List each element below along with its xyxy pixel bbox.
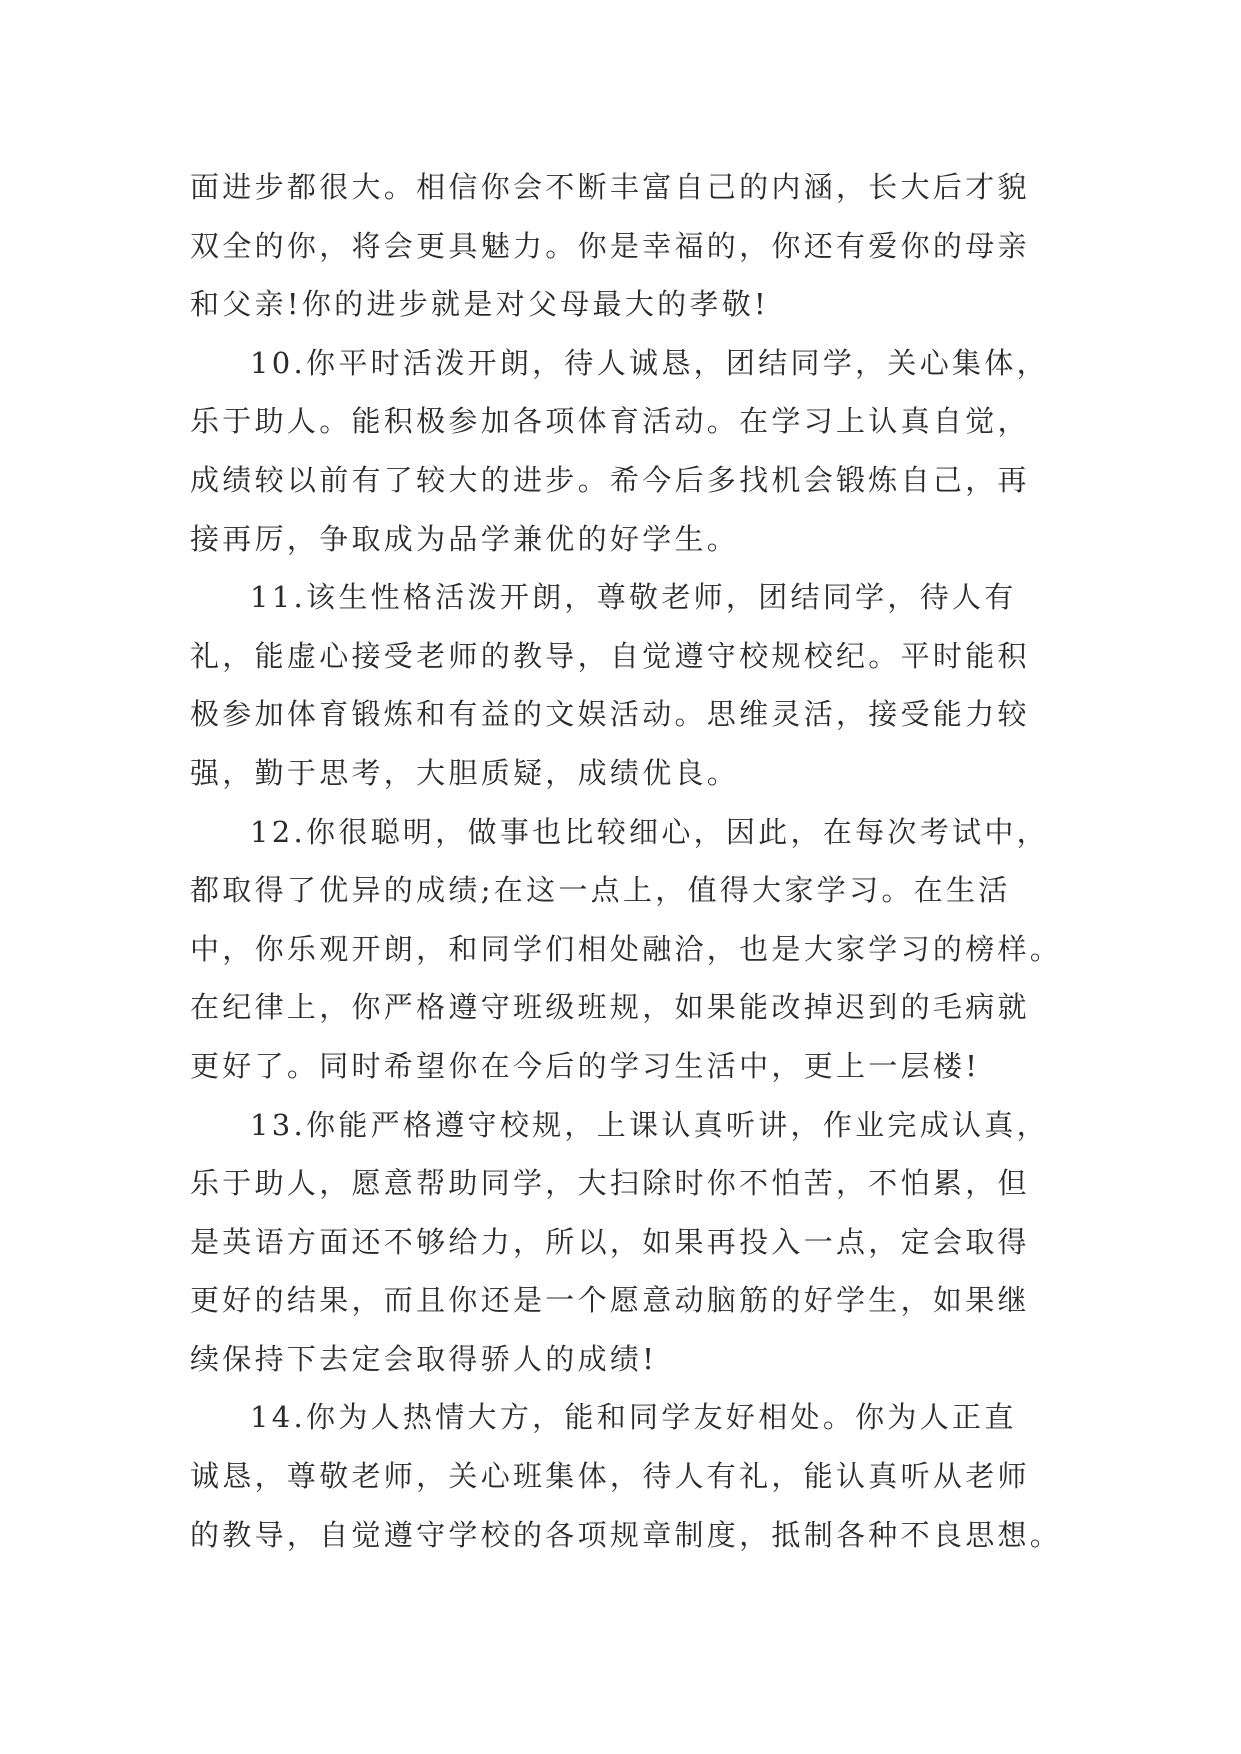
text-line: 成绩较以前有了较大的进步。希今后多找机会锻炼自己，再 — [190, 462, 1030, 497]
text-line: 面进步都很大。相信你会不断丰富自己的内涵，长大后才貌 — [190, 170, 1030, 204]
text-line: 和父亲!你的进步就是对父母最大的孝敬! — [190, 287, 770, 322]
text-line: 在纪律上，你严格遵守班级班规，如果能改掉迟到的毛病就 — [190, 990, 1030, 1025]
text-line: 礼，能虚心接受老师的教导，自觉遵守校规校纪。平时能积 — [190, 638, 1030, 673]
paragraph-start-13: 13.你能严格遵守校规，上课认真听讲，作业完成认真， — [250, 1107, 1049, 1142]
text-line: 续保持下去定会取得骄人的成绩! — [190, 1341, 658, 1376]
text-line: 是英语方面还不够给力，所以，如果再投入一点，定会取得 — [190, 1224, 1030, 1259]
text-line: 更好的结果，而且你还是一个愿意动脑筋的好学生，如果继 — [190, 1283, 1030, 1318]
text-line: 接再厉，争取成为品学兼优的好学生。 — [190, 521, 740, 556]
paragraph-start-12: 12.你很聪明，做事也比较细心，因此，在每次考试中， — [250, 814, 1049, 849]
document-body — [190, 158, 1070, 1564]
text-line: 中，你乐观开朗，和同学们相处融洽，也是大家学习的榜样。 — [190, 931, 1063, 966]
text-line: 的教导，自觉遵守学校的各项规章制度，抵制各种不良思想。 — [190, 1517, 1063, 1552]
text-line: 双全的你，将会更具魅力。你是幸福的，你还有爱你的母亲 — [190, 228, 1030, 263]
text-line: 诚恳，尊敬老师，关心班集体，待人有礼，能认真听从老师 — [190, 1459, 1030, 1494]
paragraph-start-14: 14.你为人热情大方，能和同学友好相处。你为人正直 — [250, 1400, 1017, 1435]
text-line: 乐于助人。能积极参加各项体育活动。在学习上认真自觉， — [190, 404, 1030, 439]
text-line: 极参加体育锻炼和有益的文娱活动。思维灵活，接受能力较 — [190, 697, 1030, 732]
text-line: 乐于助人，愿意帮助同学，大扫除时你不怕苦，不怕累，但 — [190, 1166, 1030, 1201]
paragraph-start-10: 10.你平时活泼开朗，待人诚恳，团结同学，关心集体， — [250, 345, 1049, 380]
paragraph-start-11: 11.该生性格活泼开朗，尊敬老师，团结同学，待人有 — [250, 580, 1017, 615]
text-line: 更好了。同时希望你在今后的学习生活中，更上一层楼! — [190, 1048, 981, 1083]
text-line: 都取得了优异的成绩;在这一点上，值得大家学习。在生活 — [190, 873, 1011, 908]
text-line: 强，勤于思考，大胆质疑，成绩优良。 — [190, 755, 740, 790]
